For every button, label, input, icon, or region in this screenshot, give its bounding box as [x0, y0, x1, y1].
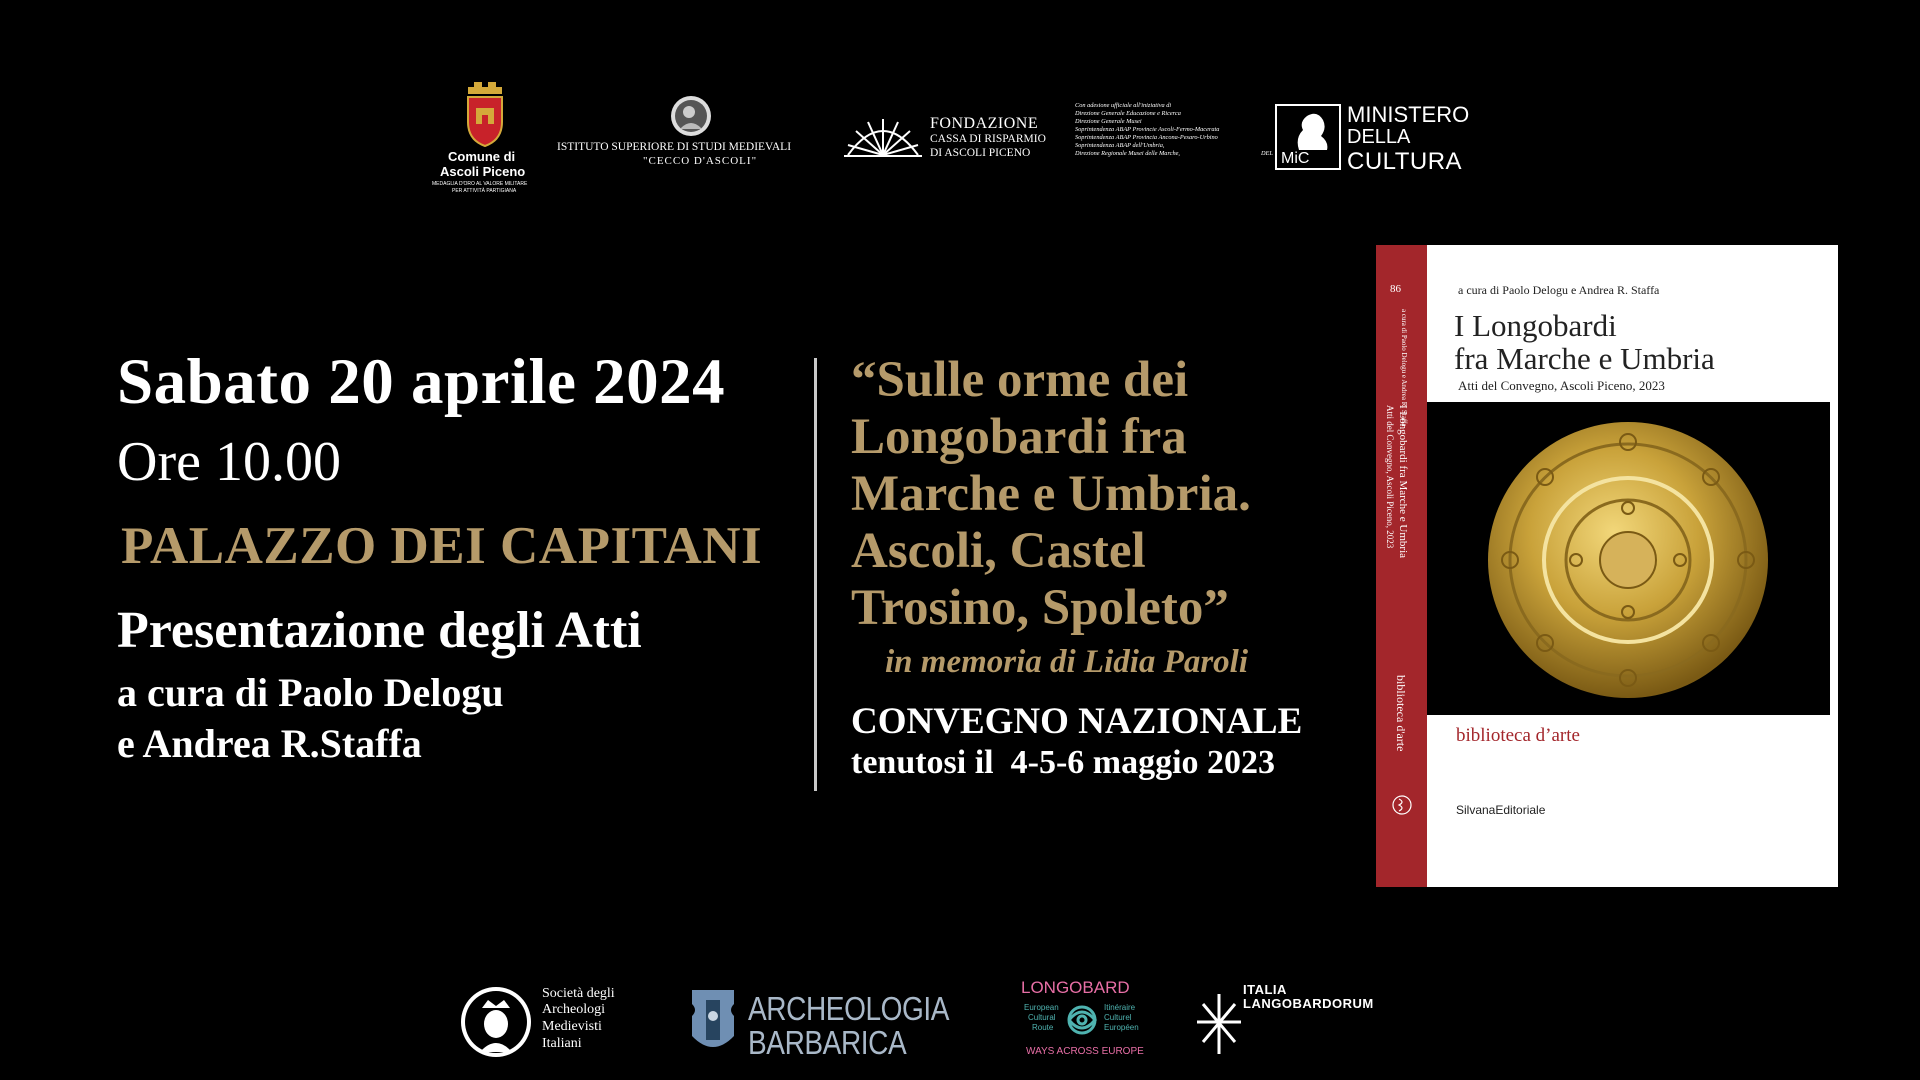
comune-line3: MEDAGLIA D'ORO AL VALORE MILITARE: [432, 181, 528, 187]
adesione-line: Direzione Regionale Musei delle Marche,: [1075, 150, 1180, 157]
knot-icon: [1062, 1000, 1102, 1040]
event-venue: PALAZZO DEI CAPITANI: [121, 517, 763, 575]
conference-title-line: “Sulle orme dei: [851, 352, 1189, 408]
book-series: biblioteca d’arte: [1456, 725, 1580, 746]
archeologia-line2: BARBARICA: [748, 1024, 907, 1061]
istituto-line1: ISTITUTO SUPERIORE DI STUDI MEDIEVALI: [557, 141, 792, 153]
italia-line2: LANGOBARDORUM: [1243, 996, 1374, 1011]
ministero-line3: CULTURA: [1347, 148, 1463, 175]
longobard-left3: Route: [1032, 1023, 1054, 1032]
book-number: 86: [1390, 283, 1401, 295]
event-time: Ore 10.00: [117, 431, 341, 493]
bust-icon: [1289, 110, 1331, 150]
longobard-left1: European: [1024, 1003, 1059, 1012]
conference-title-line: Marche e Umbria.: [851, 466, 1251, 522]
spine-series: biblioteca d'arte: [1394, 675, 1408, 752]
book-spine: [1376, 245, 1427, 887]
italia-langobardorum-logo: [1193, 982, 1393, 1058]
mic-label: MiC: [1281, 150, 1310, 167]
book-title-line2: fra Marche e Umbria: [1454, 341, 1715, 376]
conference-memoria: in memoria di Lidia Paroli: [885, 644, 1249, 680]
istituto-line2: "CECCO D'ASCOLI": [643, 155, 758, 167]
coat-of-arms-icon: [464, 82, 506, 147]
longobard-right2: Culturel: [1104, 1013, 1132, 1022]
sami-line1: Società degli: [542, 986, 615, 1001]
sami-line2: Archeologi: [542, 1002, 605, 1017]
event-editors-line2: e Andrea R.Staffa: [117, 721, 422, 766]
conference-title: [851, 352, 1351, 637]
conference-dates: tenutosi il 4-5-6 maggio 2023: [851, 744, 1276, 781]
book-title: [1454, 309, 1715, 375]
conference-convegno: CONVEGNO NAZIONALE: [851, 701, 1303, 742]
fondazione-line3: DI ASCOLI PICENO: [930, 147, 1031, 159]
brooch-icon: [1427, 402, 1830, 715]
book-subtitle: Atti del Convegno, Ascoli Piceno, 2023: [1458, 378, 1665, 393]
publisher-mark-icon: [1391, 793, 1413, 817]
adesione-line: Direzione Generale Musei: [1075, 118, 1142, 125]
adesione-line: Soprintendenza ABAP Provincia Ancona-Pesaro-Urbino: [1075, 134, 1218, 141]
fondazione-logo: [842, 115, 1062, 165]
longobard-footer: WAYS ACROSS EUROPE: [1026, 1046, 1144, 1057]
spine-title: I Longobardi fra Marche e Umbria: [1397, 405, 1409, 559]
book-editors: a cura di Paolo Delogu e Andrea R. Staffa: [1458, 283, 1660, 297]
sami-line3: Medievisti: [542, 1019, 602, 1034]
adesione-line: Con adesione ufficiale all'iniziativa di: [1075, 102, 1172, 109]
longobard-title: LONGOBARD: [1021, 978, 1130, 997]
cross-star-icon: [1193, 992, 1245, 1056]
adesione-line: Direzione Generale Educazione e Ricerca: [1075, 110, 1181, 117]
medallion-icon: [670, 95, 712, 137]
sunburst-icon: [842, 115, 924, 159]
bottom-logo-strip: [458, 978, 1398, 1063]
conference-title-line: Longobardi fra: [851, 409, 1187, 465]
conference-title-line: Ascoli, Castel: [851, 523, 1146, 579]
ministero-line1: MINISTERO: [1347, 102, 1470, 127]
brooch-emblem-icon: [688, 986, 738, 1058]
mic-badge: [1275, 104, 1341, 170]
event-presentation: Presentazione degli Atti: [117, 602, 642, 659]
ministero-line2: DELLA: [1347, 126, 1411, 148]
archeologia-line1: ARCHEOLOGIA: [748, 990, 950, 1027]
longobard-logo: [1018, 978, 1148, 1058]
event-date: Sabato 20 aprile 2024: [117, 346, 726, 418]
italia-line1: ITALIA: [1243, 982, 1287, 997]
fondazione-line1: FONDAZIONE: [930, 115, 1039, 132]
fondazione-line2: CASSA DI RISPARMIO: [930, 133, 1046, 145]
comune-logo: [430, 80, 540, 200]
spine-editors: a cura di Paolo Delogu e Andrea R. Staffa: [1400, 309, 1408, 427]
archeologia-barbarica-logo: [688, 986, 950, 1061]
gold-brooch-image: [1427, 402, 1830, 715]
conference-title-line: Trosino, Spoleto”: [851, 580, 1229, 636]
adesione-suffix: DEL: [1261, 150, 1273, 157]
comune-line1: Comune di: [448, 149, 516, 164]
comune-line2: Ascoli Piceno: [440, 164, 526, 179]
sami-logo: [458, 986, 628, 1058]
book-title-line1: I Longobardi: [1454, 308, 1617, 343]
medieval-face-icon: [460, 986, 532, 1058]
vertical-divider: [814, 358, 817, 791]
istituto-logo: [557, 95, 827, 165]
event-editors-line1: a cura di Paolo Delogu: [117, 670, 504, 715]
adesione-line: Soprintendenza ABAP dell'Umbria,: [1075, 142, 1165, 149]
top-logo-strip: [430, 80, 1500, 200]
book-cover: [1376, 245, 1838, 887]
ministero-logo: [1275, 102, 1495, 175]
longobard-right1: Itinéraire: [1104, 1003, 1136, 1012]
spine-subtitle: Atti del Convegno, Ascoli Piceno, 2023: [1385, 405, 1395, 549]
adesione-line: Soprintendenza ABAP Provincie Ascoli-Fermo-Macerata: [1075, 126, 1220, 133]
comune-line4: PER ATTIVITÀ PARTIGIANA: [452, 188, 517, 194]
longobard-right3: Européen: [1104, 1023, 1139, 1032]
sami-line4: Italiani: [542, 1036, 582, 1051]
adesione-block: [1075, 102, 1275, 182]
longobard-left2: Cultural: [1028, 1013, 1056, 1022]
book-publisher: SilvanaEditoriale: [1456, 803, 1546, 817]
